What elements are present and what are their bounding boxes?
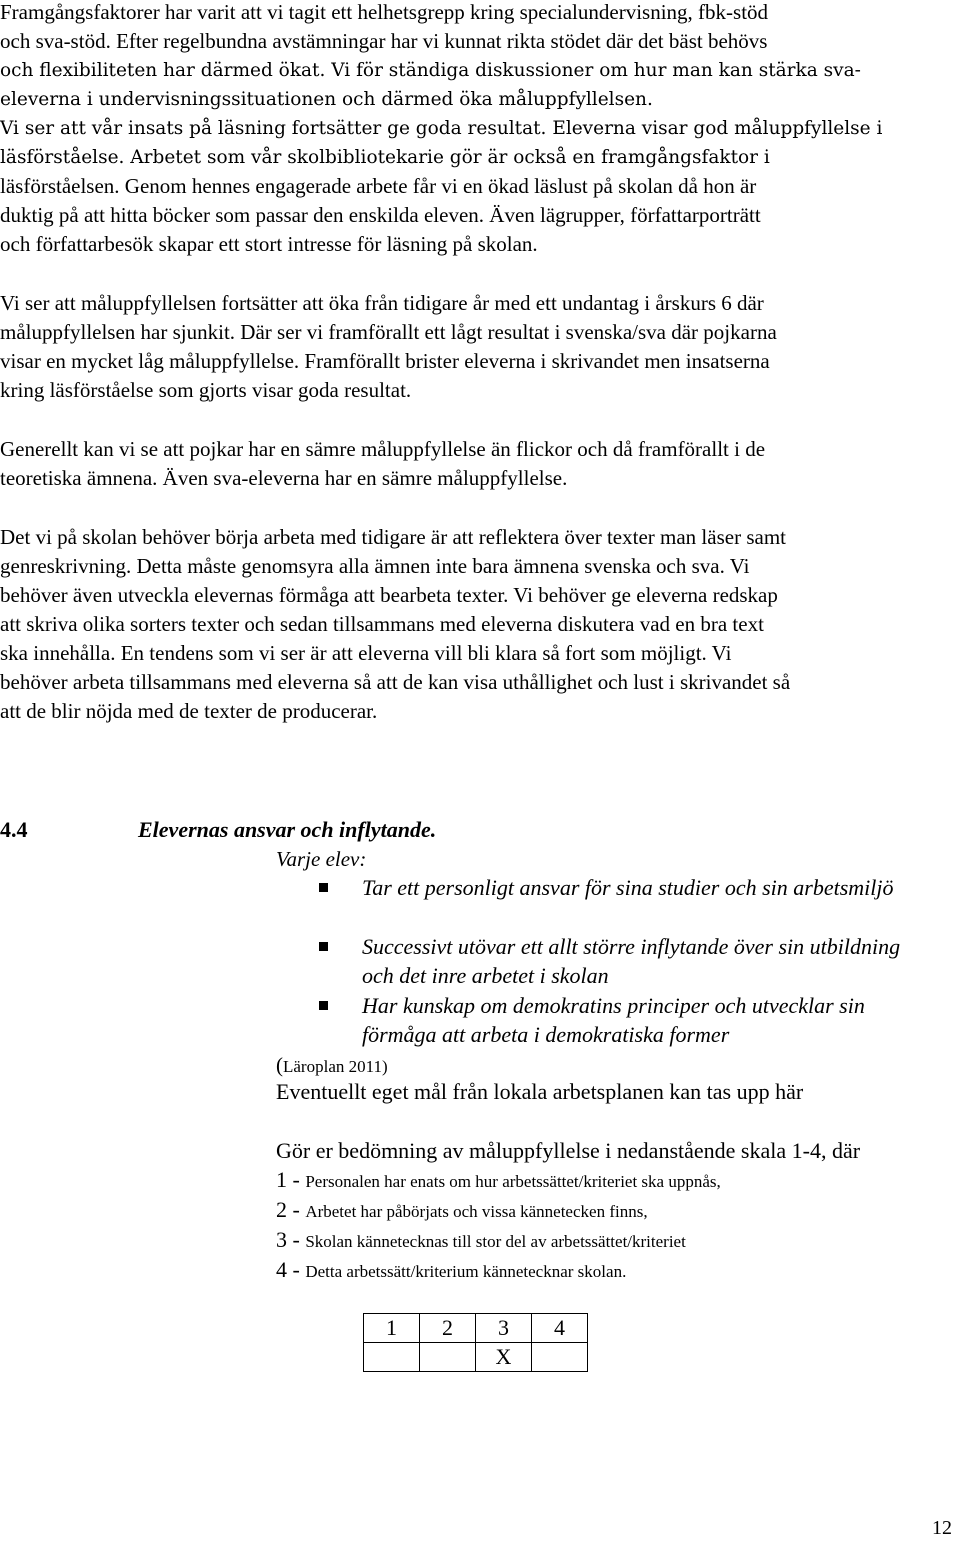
text-line: måluppfyllelsen har sjunkit. Där ser vi framförallt ett lågt resultat i svenska/sva där pojkarna [0, 320, 777, 344]
text-line: behöver arbeta tillsammans med eleverna så att de kan visa uthållighet och lust i skrivandet så [0, 670, 791, 694]
square-bullet-icon [319, 883, 328, 892]
scale-text: Personalen har enats om hur arbetssättet/kriteriet ska uppnås, [305, 1172, 721, 1191]
paragraph-improvement-areas [0, 523, 960, 726]
section-number: 4.4 [0, 817, 28, 842]
text-line: Vi ser att måluppfyllelsen fortsätter att öka från tidigare år med ett undantag i årskurs 6 där [0, 291, 764, 315]
text-line: genreskrivning. Detta måste genomsyra alla ämnen inte bara ämnena svenska och sva. Vi [0, 554, 750, 578]
text-line: kring läsförståelse som gjorts visar goda resultat. [0, 378, 412, 402]
text-line: att de blir nöjda med de texter de producerar. [0, 699, 378, 723]
text-line: eleverna i undervisningssituationen och därmed öka måluppfyllelsen. [0, 89, 653, 110]
text-line: att skriva olika sorters texter och sedan tillsammans med eleverna diskutera vad en bra text [0, 612, 764, 636]
section-heading [0, 815, 960, 845]
assessment-intro: Gör er bedömning av måluppfyllelse i nedanstående skala 1-4, där [276, 1138, 861, 1163]
rating-header-cell: 4 [532, 1314, 588, 1343]
text-line: Generellt kan vi se att pojkar har en sämre måluppfyllelse än flickor och då framförallt i de [0, 437, 766, 461]
paragraph-gender-gap [0, 435, 960, 493]
goal-text: Successivt utövar ett allt större inflytande över sin utbildning och det inre arbetet i skolan [362, 934, 901, 988]
square-bullet-icon [319, 942, 328, 951]
scale-item [276, 1196, 648, 1226]
scale-item [276, 1226, 686, 1256]
rating-header-row [364, 1314, 588, 1343]
text-line: läsförståelsen. Genom hennes engagerade arbete får vi en ökad läslust på skolan då hon är [0, 174, 757, 198]
rating-header-cell: 1 [364, 1314, 420, 1343]
scale-item [276, 1256, 626, 1286]
goal-text: Tar ett personligt ansvar för sina studier och sin arbetsmiljö [362, 875, 894, 900]
source-paren: ( [276, 1053, 283, 1077]
rating-mark-cell[interactable] [532, 1343, 588, 1372]
text-line: och flexibiliteten har därmed ökat. Vi för ständiga diskussioner om hur man kan stärka sva- [0, 60, 861, 81]
source-text: Läroplan 2011) [283, 1057, 388, 1076]
section-title [138, 815, 436, 845]
rating-table [363, 1313, 588, 1372]
page-number: 12 [932, 1517, 952, 1539]
section-title-text: Elevernas ansvar och inflytande [138, 817, 431, 842]
paragraph-results-trend [0, 289, 960, 405]
text-line: läsförståelse. Arbetet som vår skolbibliotekarie gör är också en framgångsfaktor i [0, 147, 770, 168]
text-line: ska innehålla. En tendens som vi ser är att eleverna vill bli klara så fort som möjligt. Vi [0, 641, 732, 665]
source-citation [276, 1051, 388, 1081]
text-line: duktig på att hitta böcker som passar den enskilda eleven. Även lägrupper, författarporträtt [0, 203, 761, 227]
rating-header-cell: 2 [420, 1314, 476, 1343]
rating-mark-cell[interactable]: X [476, 1343, 532, 1372]
scale-text: Skolan kännetecknas till stor del av arbetssättet/kriteriet [305, 1232, 686, 1251]
local-goal-note: Eventuellt eget mål från lokala arbetsplanen kan tas upp här [276, 1079, 804, 1104]
square-bullet-icon [319, 1001, 328, 1010]
scale-item [276, 1166, 721, 1196]
scale-number: 3 - [276, 1227, 300, 1252]
section-title-period: . [430, 817, 437, 842]
text-line: och sva-stöd. Efter regelbundna avstämningar har vi kunnat rikta stödet där det bäst behövs [0, 29, 768, 53]
scale-number: 1 - [276, 1167, 300, 1192]
text-line: Det vi på skolan behöver börja arbeta med tidigare är att reflektera över texter man läser samt [0, 525, 786, 549]
rating-mark-cell[interactable] [420, 1343, 476, 1372]
text-line: teoretiska ämnena. Även sva-eleverna har en sämre måluppfyllelse. [0, 466, 568, 490]
rating-header-cell: 3 [476, 1314, 532, 1343]
text-line: Framgångsfaktorer har varit att vi tagit ett helhetsgrepp kring specialundervisning, fbk-stöd [0, 0, 769, 24]
scale-text: Arbetet har påbörjats och vissa kännetecken finns, [305, 1202, 648, 1221]
scale-text: Detta arbetssätt/kriterium kännetecknar skolan. [305, 1262, 627, 1281]
scale-number: 2 - [276, 1197, 300, 1222]
goal-intro: Varje elev: [276, 847, 367, 871]
rating-mark-row [364, 1343, 588, 1372]
goal-text: Har kunskap om demokratins principer och utvecklar sin förmåga att arbeta i demokratiska former [362, 993, 865, 1047]
rating-mark-cell[interactable] [364, 1343, 420, 1372]
text-line: behöver även utveckla elevernas förmåga att bearbeta texter. Vi behöver ge eleverna redskap [0, 583, 778, 607]
scale-number: 4 - [276, 1257, 300, 1282]
paragraph-success-factors [0, 0, 960, 259]
text-line: visar en mycket låg måluppfyllelse. Framförallt brister eleverna i skrivandet men insatserna [0, 349, 770, 373]
text-line: Vi ser att vår insats på läsning fortsätter ge goda resultat. Eleverna visar god måluppfyllelse i [0, 118, 883, 139]
text-line: och författarbesök skapar ett stort intresse för läsning på skolan. [0, 232, 538, 256]
